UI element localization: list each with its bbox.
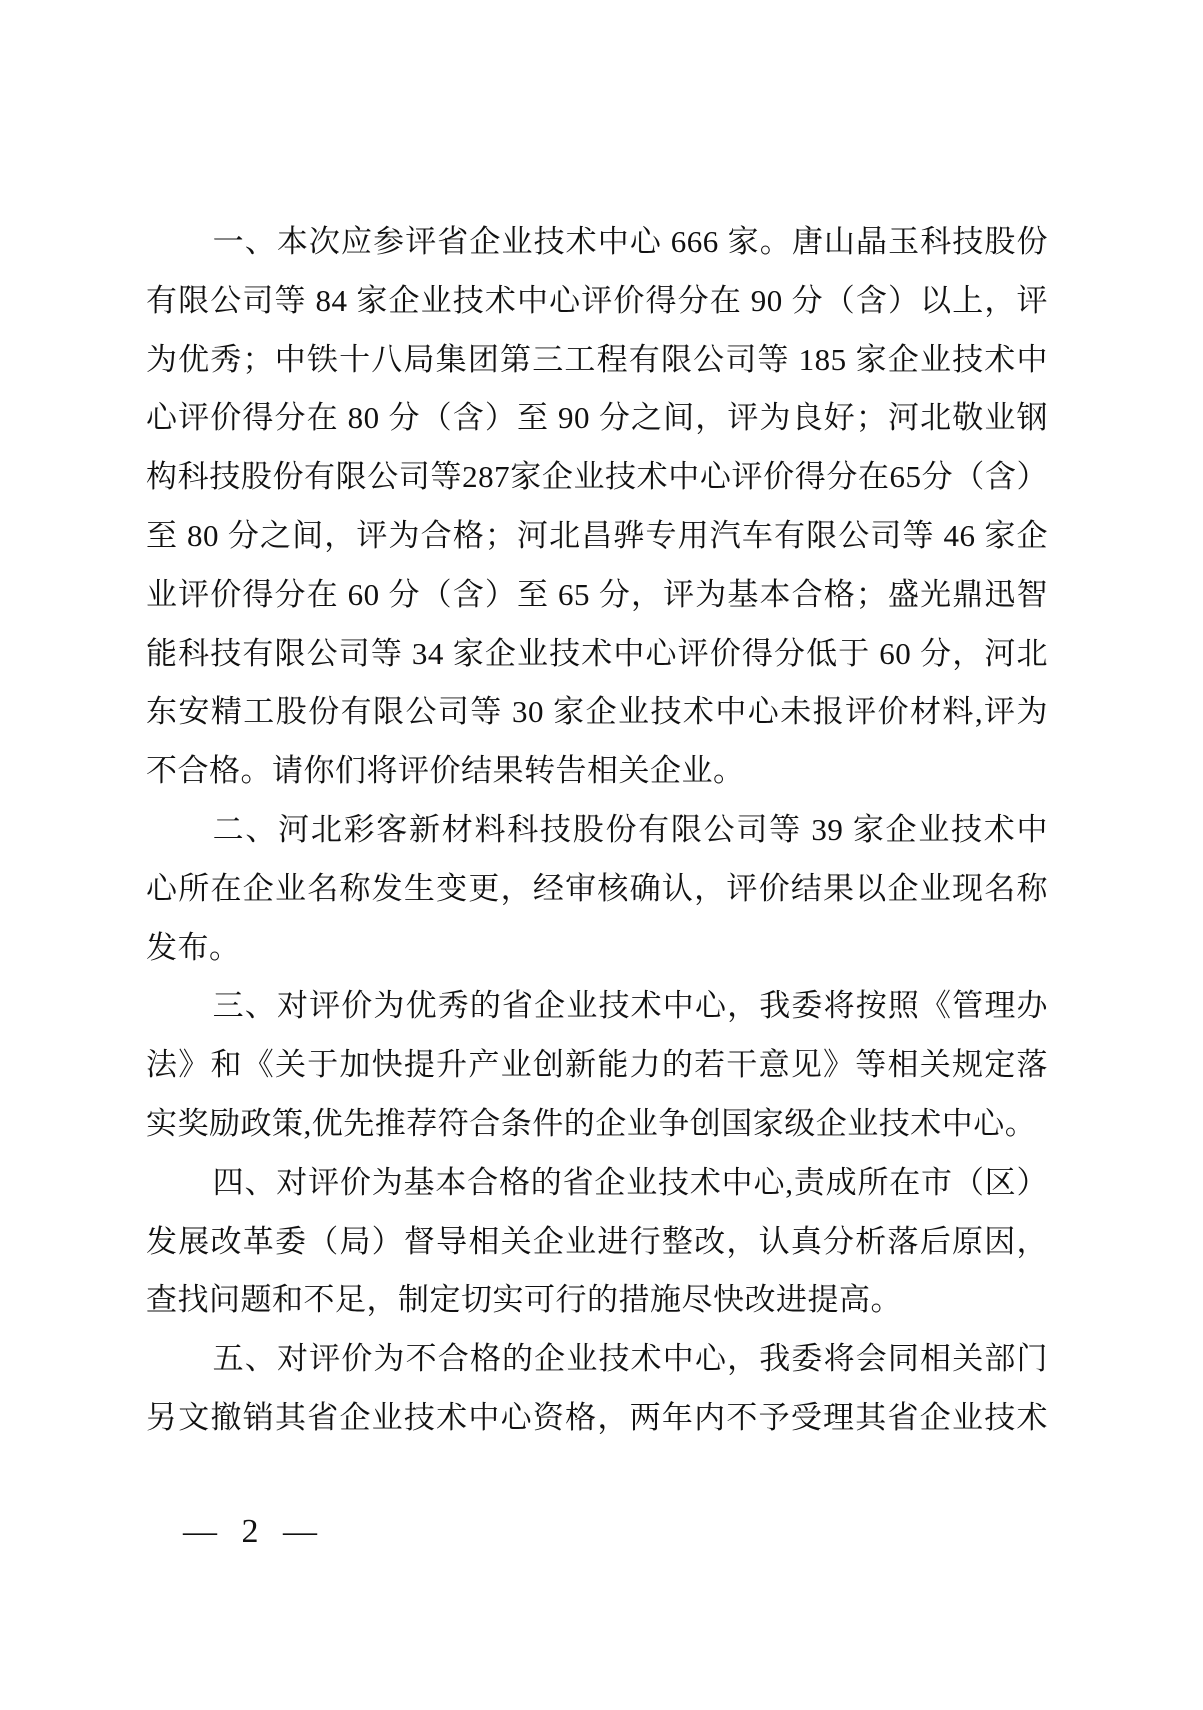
paragraph [146,1330,1048,1448]
text-line: 业评价得分在 60 分（含）至 65 分，评为基本合格；盛光鼎迅智 [146,576,1048,612]
text-line: 心评价得分在 80 分（含）至 90 分之间，评为良好；河北敬业钢 [146,400,1048,436]
text-line: 发布。 [146,929,241,965]
text-line: 心所在企业名称发生变更，经审核确认，评价结果以企业现名称 [146,870,1048,906]
text-line: 一、本次应参评省企业技术中心 666 家。唐山晶玉科技股份 [212,224,1048,259]
paragraph [146,213,1048,801]
page-number: — 2 — [183,1513,319,1550]
text-line: 另文撤销其省企业技术中心资格，两年内不予受理其省企业技术 [146,1399,1048,1435]
text-line: 实奖励政策,优先推荐符合条件的企业争创国家级企业技术中心。 [146,1105,1037,1141]
text-line: 五、对评价为不合格的企业技术中心，我委将会同相关部门 [212,1341,1048,1377]
text-line: 不合格。请你们将评价结果转告相关企业。 [146,753,745,789]
text-line: 至 80 分之间，评为合格；河北昌骅专用汽车有限公司等 46 家企 [146,517,1048,553]
paragraph [146,801,1048,977]
text-line: 二、河北彩客新材料科技股份有限公司等 39 家企业技术中 [212,811,1048,847]
text-line: 有限公司等 84 家企业技术中心评价得分在 90 分（含）以上，评 [146,282,1048,318]
text-line: 构科技股份有限公司等287家企业技术中心评价得分在65分（含） [146,459,1048,495]
text-line: 为优秀；中铁十八局集团第三工程有限公司等 185 家企业技术中 [146,341,1048,377]
paragraph [146,1154,1048,1330]
text-line: 能科技有限公司等 34 家企业技术中心评价得分低于 60 分，河北 [146,635,1048,671]
text-line: 三、对评价为优秀的省企业技术中心，我委将按照《管理办 [212,988,1048,1024]
text-line: 查找问题和不足，制定切实可行的措施尽快改进提高。 [146,1282,902,1318]
text-line: 发展改革委（局）督导相关企业进行整改，认真分析落后原因， [146,1223,1048,1259]
text-line: 东安精工股份有限公司等 30 家企业技术中心未报评价材料,评为 [146,694,1048,730]
document-body [146,213,1048,1448]
paragraph [146,977,1048,1153]
text-line: 四、对评价为基本合格的省企业技术中心,责成所在市（区） [212,1164,1048,1200]
text-line: 法》和《关于加快提升产业创新能力的若干意见》等相关规定落 [146,1047,1048,1083]
